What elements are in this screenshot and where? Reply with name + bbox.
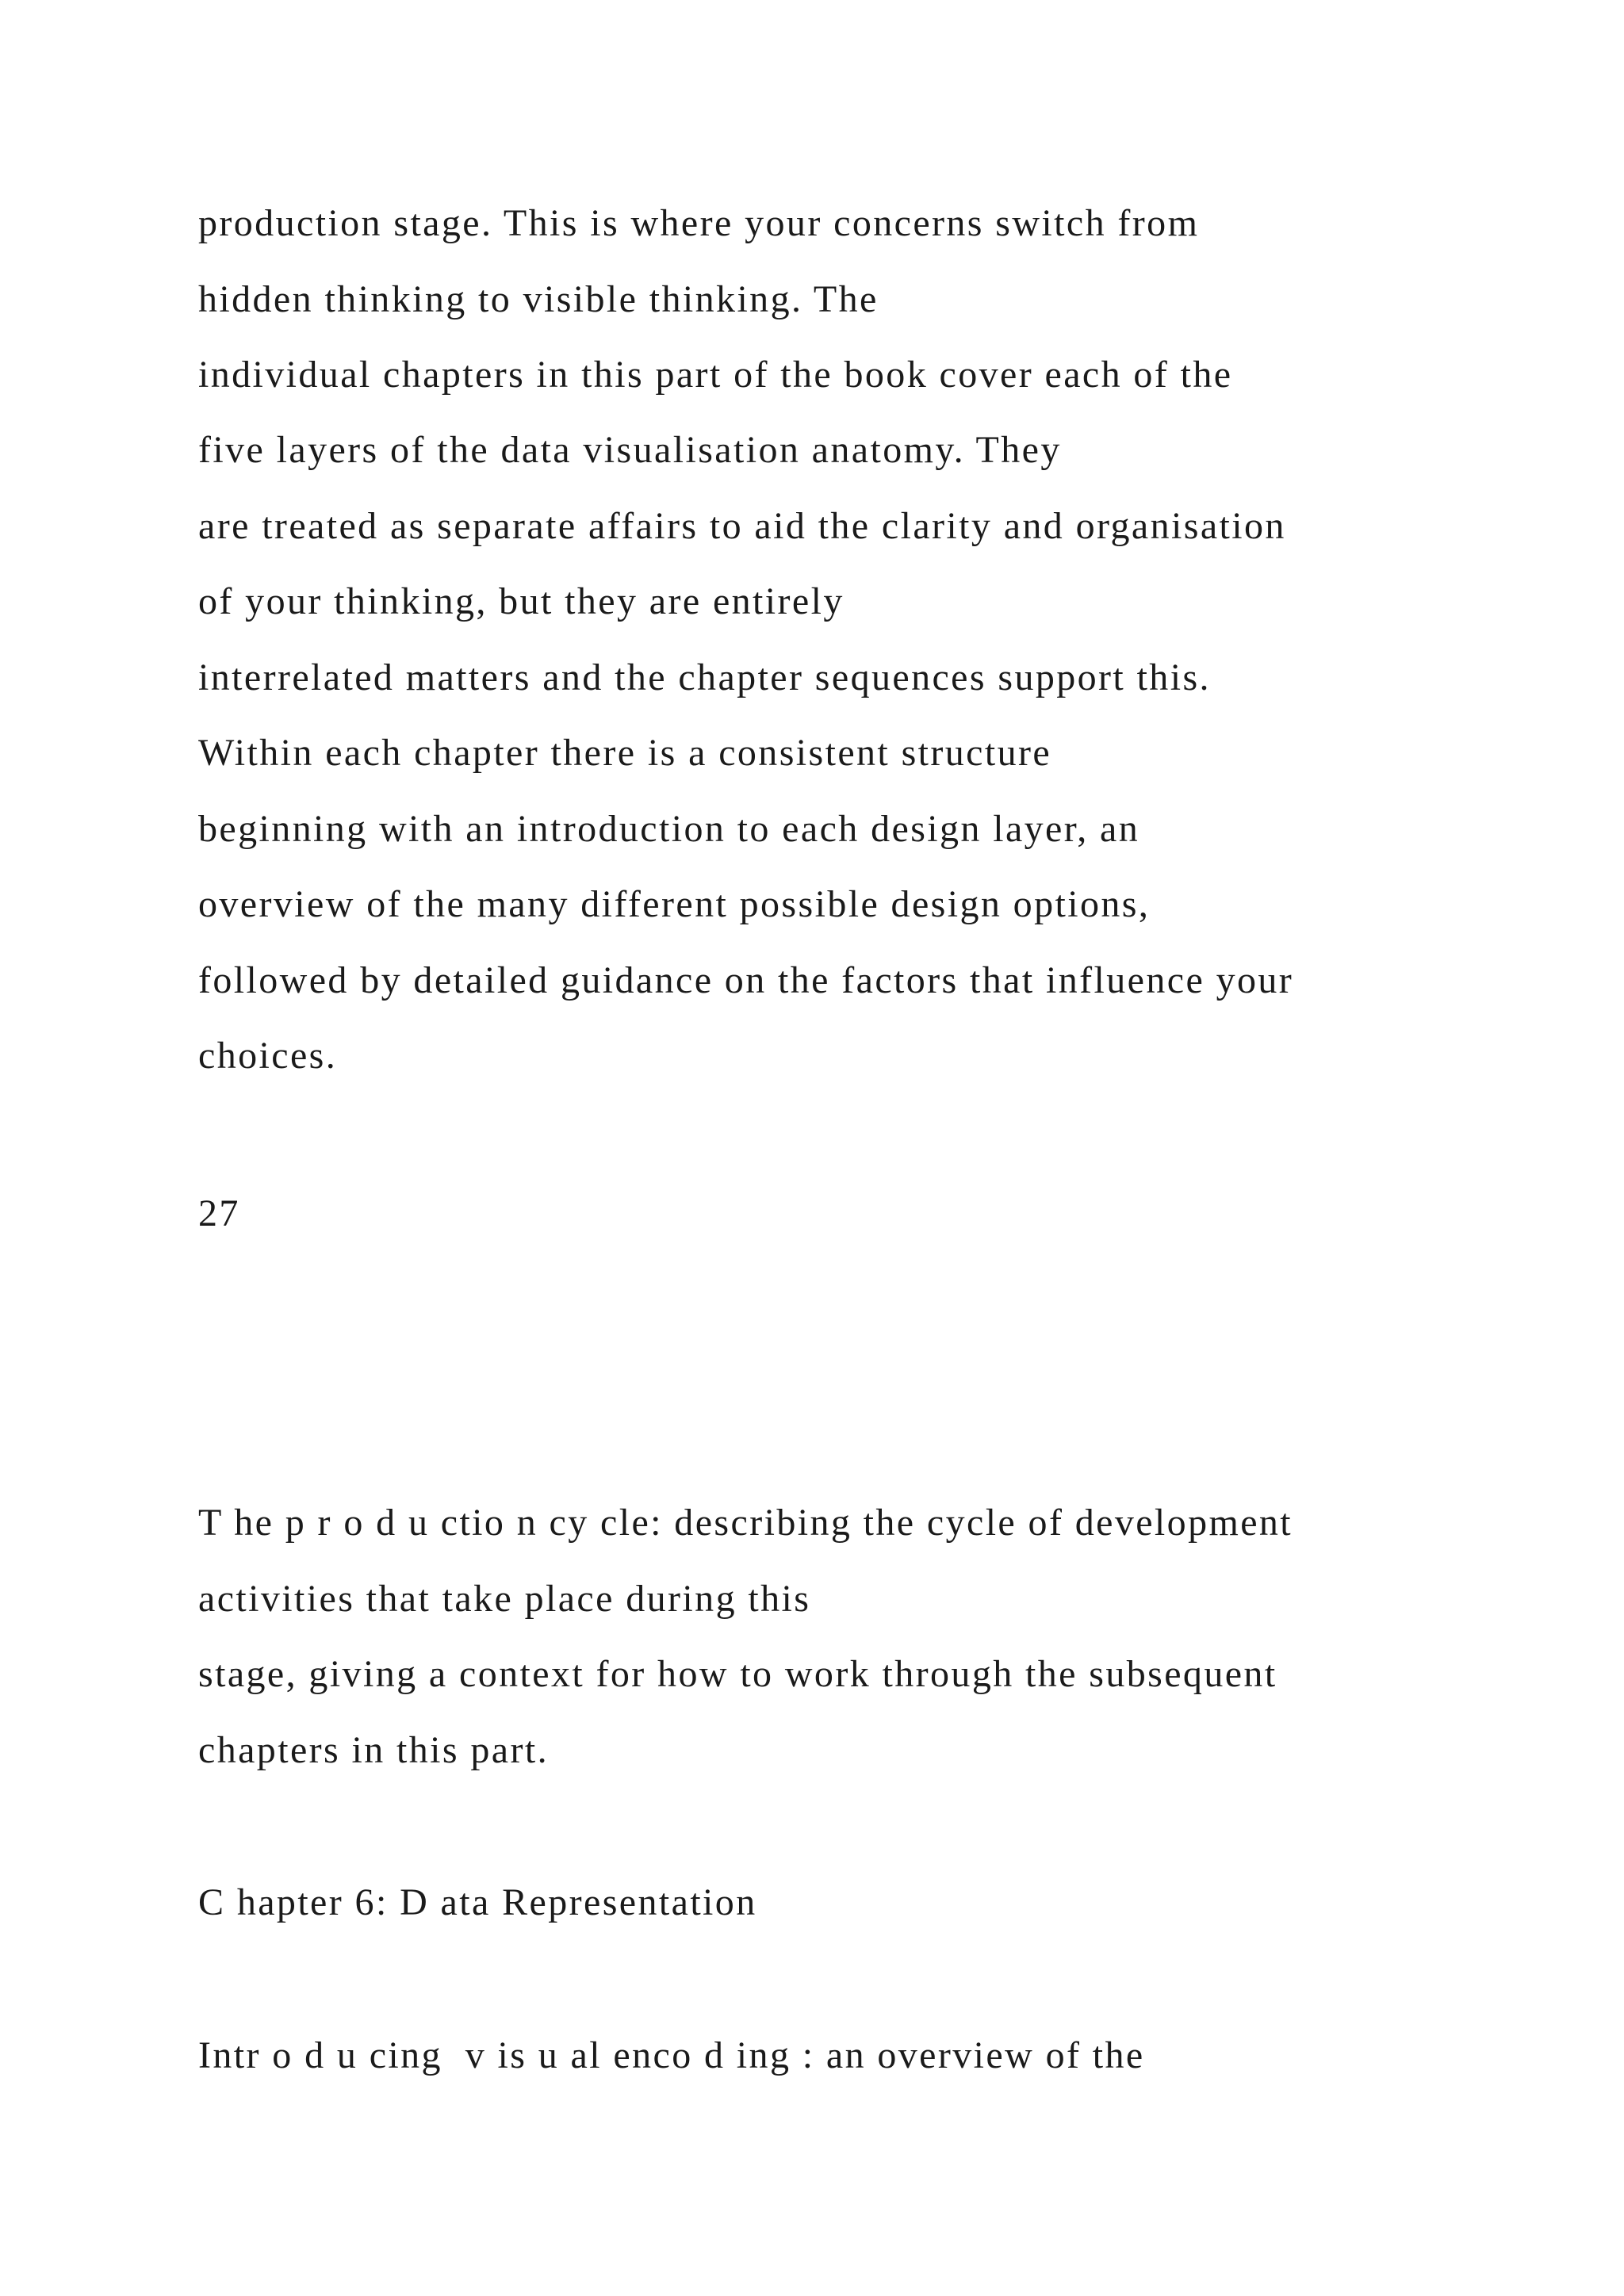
body-text-line: five layers of the data visualisation anatomy. They — [198, 429, 1062, 471]
body-text-line: individual chapters in this part of the book cover each of the — [198, 354, 1233, 396]
body-text-line: production stage. This is where your concerns switch from — [198, 202, 1200, 244]
body-text-line: followed by detailed guidance on the factors that influence your — [198, 959, 1294, 1001]
page-number: 27 — [198, 1192, 240, 1234]
body-text-line: Intr o d u cing v is u al enco d ing : an overview of the — [198, 2034, 1145, 2076]
body-text-line: hidden thinking to visible thinking. The — [198, 278, 879, 320]
body-text-line: choices. — [198, 1035, 338, 1077]
body-text-line: stage, giving a context for how to work through the subsequent — [198, 1653, 1277, 1695]
chapter-heading: C hapter 6: D ata Representation — [198, 1881, 757, 1923]
body-text-line: beginning with an introduction to each design layer, an — [198, 808, 1140, 850]
body-text-line: activities that take place during this — [198, 1578, 811, 1620]
body-text-line: chapters in this part. — [198, 1729, 550, 1771]
body-text-line: overview of the many different possible design options, — [198, 883, 1151, 925]
body-text-line: Within each chapter there is a consistent structure — [198, 732, 1052, 774]
body-text-line: interrelated matters and the chapter sequences support this. — [198, 656, 1211, 698]
body-text-line: are treated as separate affairs to aid the clarity and organisation — [198, 505, 1286, 547]
body-text-line: of your thinking, but they are entirely — [198, 580, 845, 622]
body-text-line: T he p r o d u ctio n cy cle: describing the cycle of development — [198, 1502, 1293, 1544]
